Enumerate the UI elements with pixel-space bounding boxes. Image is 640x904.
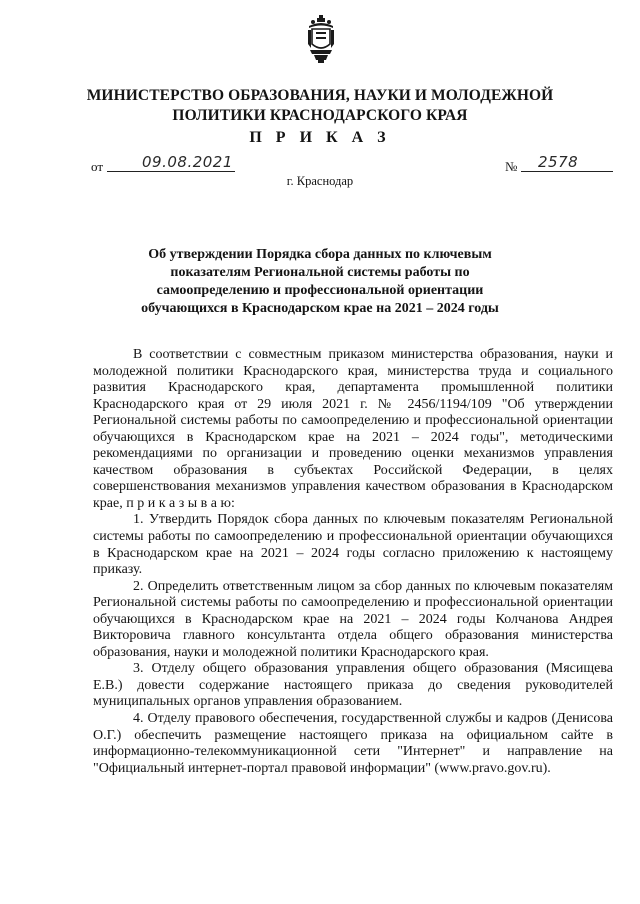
clause-1: 1. Утвердить Порядок сбора данных по ключевым показателям Региональной системы работы по самоопределению и профессиональной ориентации обучающихся в Краснодарском крае на 2021 – 2024 годы согласно приложению к настоящему приказу. bbox=[93, 512, 613, 578]
ministry-name bbox=[80, 86, 560, 126]
number-label: № bbox=[505, 159, 518, 174]
order-details-row bbox=[0, 153, 640, 175]
number-underline bbox=[521, 171, 613, 172]
order-number: 2578 bbox=[538, 153, 579, 171]
ministry-line-1: МИНИСТЕРСТВО ОБРАЗОВАНИЯ, НАУКИ И МОЛОДЕЖНОЙ bbox=[86, 87, 554, 104]
subject-line-4: обучающихся в Краснодарском крае на 2021 – 2024 годы bbox=[141, 301, 499, 316]
clause-2: 2. Определить ответственным лицом за сбор данных по ключевым показателям Региональной системы работы по самоопределению и профессиональной ориентации обучающихся в Краснодарском крае на 2021 – 2024 годы Колчанова Андрея Викторовича главного консультанта отдела общего образования министерства образования, науки и молодежной политики Краснодарского края. bbox=[93, 578, 613, 660]
order-date: 09.08.2021 bbox=[142, 153, 233, 171]
ministry-line-2: ПОЛИТИКИ КРАСНОДАРСКОГО КРАЯ bbox=[172, 107, 468, 124]
city-name: г. Краснодар bbox=[286, 174, 354, 188]
clause-3: 3. Отделу общего образования управления общего образования (Мясищева Е.В.) довести содержание настоящего приказа до сведения руководителей муниципальных органов управления образованием. bbox=[93, 661, 613, 710]
subject-line-3: самоопределению и профессиональной ориентации bbox=[156, 283, 484, 298]
subject-line-1: Об утверждении Порядка сбора данных по ключевым bbox=[148, 247, 492, 262]
date-label: от bbox=[91, 159, 104, 174]
date-underline bbox=[107, 171, 235, 172]
subject-line-2: показателям Региональной системы работы по bbox=[170, 265, 470, 280]
clause-4: 4. Отделу правового обеспечения, государственной службы и кадров (Денисова О.Г.) обеспечить размещение настоящего приказа на официальном сайте в информационно-телекоммуникационной сети "Интернет" и направление на "Официальный интернет-портал правовой информации" (www.pravo.gov.ru). bbox=[93, 711, 613, 776]
order-subject bbox=[110, 246, 530, 318]
krasnodar-coat-of-arms-icon bbox=[306, 14, 336, 64]
document-type-title: П Р И К А З bbox=[249, 129, 391, 146]
preamble-paragraph: В соответствии с совместным приказом министерства образования, науки и молодежной политики Краснодарского края, министерства труда и социального развития Краснодарского края, департамента промышленной политики Краснодарского края от 29 июля 2021 г. № 2456/1194/109 "Об утверждении Региональной системы работы по самоопределению и профессиональной ориентации обучающихся в Краснодарском крае на 2021 – 2024 годы", методическими рекомендациями по организации и проведению оценки механизмов управления качеством образования в субъектах Российской Федерации, в целях совершенствования механизмов управления качеством образования в Краснодарском крае, п р и к а з ы в а ю: bbox=[93, 347, 613, 511]
order-body bbox=[93, 347, 613, 777]
